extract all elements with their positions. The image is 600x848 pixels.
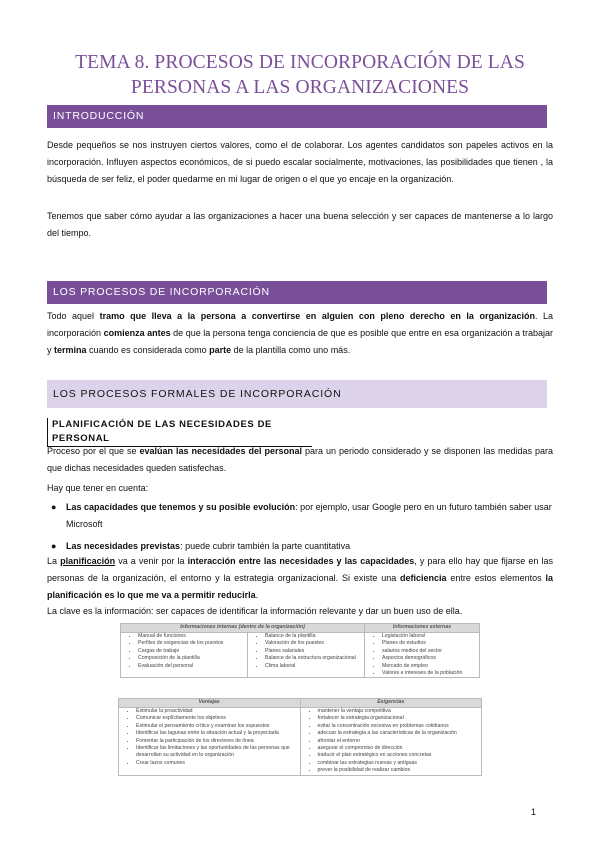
list-item: • fortalecer la estrategia organizacional xyxy=(318,715,479,722)
planificacion-paragraph-3: La planificación va a venir por la interacción entre las necesidades y las capacidades, y para ello hay que fijarse en las personas de la organización, el entorno y la estrategia organizacional. Si existe una deficiencia entre estos elementos la planificación es lo que me va a permitir reducirla. xyxy=(47,556,553,600)
list-item: • Cargas de trabajo xyxy=(138,648,244,655)
list-item: • Comunicar explícitamente los objetivos xyxy=(136,715,297,722)
list-item: • Balance de la estructura organizacional xyxy=(265,655,361,662)
list-item: • Valoración de los puestes xyxy=(265,640,361,647)
list-item: ● Las necesidades previstas: puede cubrir también la parte cuantitativa xyxy=(47,538,553,555)
list-item: • combinar las estrategias nuevas y antiguas xyxy=(318,760,479,767)
list-item: • Perfiles de exigencias de los puestos xyxy=(138,640,244,647)
section-banner-introduccion: INTRODUCCIÓN xyxy=(47,105,547,128)
list-item: • Aspectos demográficos xyxy=(382,655,476,662)
table-header-ventajas: Ventajas xyxy=(119,699,301,708)
procesos-paragraph: Todo aquel tramo que lleva a la persona a convertirse en alguien con pleno derecho en la organización. La incorporación comienza antes de que la persona tenga conciencia de que es posible que entre en esa organización a trabajar y termina cuando es considerada como parte de la plantilla como uno más. xyxy=(47,311,553,355)
table-cell xyxy=(300,708,482,776)
table-header-external: Informaciones externas xyxy=(365,624,480,633)
table-cell xyxy=(121,633,248,678)
subsection-heading-planificacion: PLANIFICACIÓN DE LAS NECESIDADES DE PERSONAL xyxy=(47,418,312,447)
table-header-internal: Informaciones internas (dentro de la organización) xyxy=(121,624,365,633)
list-item: ● Las capacidades que tenemos y su posible evolución: por ejemplo, usar Google pero en un futuro también saber usar Microsoft xyxy=(47,499,553,533)
section-banner-procesos: LOS PROCESOS DE INCORPORACIÓN xyxy=(47,281,547,304)
list-item: • Identificar las limitaciones y las oportunidades de las personas que desarrollan su actividad en la organización xyxy=(136,745,297,760)
bullet-list xyxy=(47,499,553,560)
intro-paragraph-1: Desde pequeños se nos instruyen ciertos valores, como el de colaborar. Los agentes candidatos son papeles activos en la incorporación. Influyen aspectos económicos, de si puedo escalar socialmente, motivaciones, las posibilidades que tienen , la búsqueda de ser feliz, el poder quedarme en mi lugar de origen o el que yo encaje en la organización. xyxy=(47,140,553,184)
table-cell xyxy=(365,633,480,678)
table-cell xyxy=(248,633,365,678)
bullet-icon: ● xyxy=(51,541,57,551)
list-item: • mantener la ventaja competitiva xyxy=(318,708,479,715)
list-item: • Valores e intereses de la población xyxy=(382,670,476,677)
table-cell xyxy=(119,708,301,776)
list-item: • Manual de funciones xyxy=(138,633,244,640)
list-item: • asegurar el compromiso de dirección xyxy=(318,745,479,752)
list-item: • Planes de estudios xyxy=(382,640,476,647)
list-item: • prever la posibilidad de realizar cambios xyxy=(318,767,479,774)
list-item: • Planes salariales xyxy=(265,648,361,655)
list-item: • traducir el plan estratégico en acciones concretas xyxy=(318,752,479,759)
advantages-requirements-table xyxy=(118,698,482,776)
planificacion-paragraph-4: La clave es la información: ser capaces de identificar la información relevante y dar un buen uso de ella. xyxy=(47,606,463,616)
information-sources-table xyxy=(120,623,480,678)
list-item: • Estimular la proactividad xyxy=(136,708,297,715)
list-item: • Identificar las lagunas entre la situación actual y la proyectada xyxy=(136,730,297,737)
section-banner-procesos-formales: LOS PROCESOS FORMALES DE INCORPORACIÓN xyxy=(47,380,547,408)
list-item: • afrontar el entorno xyxy=(318,738,479,745)
table-header-exigencias: Exigencias xyxy=(300,699,482,708)
planificacion-paragraph-2: Hay que tener en cuenta: xyxy=(47,483,149,493)
planificacion-paragraph-1: Proceso por el que se evalúan las necesidades del personal para un periodo considerado y se disponen las medidas para que dichas necesidades queden satisfechas. xyxy=(47,446,553,473)
bullet-icon: ● xyxy=(51,502,57,512)
list-item: • Legislación laboral xyxy=(382,633,476,640)
list-item: • Balance de la plantilla xyxy=(265,633,361,640)
intro-paragraph-2: Tenemos que saber cómo ayudar a las organizaciones a hacer una buena selección y ser capaces de mantenerse a lo largo del tiempo. xyxy=(47,211,553,238)
list-item: • Composición de la plantilla xyxy=(138,655,244,662)
list-item: • salarios medios del sector xyxy=(382,648,476,655)
list-item: • Crear lazos comunes xyxy=(136,760,297,767)
list-item: • Fomentar la participación de los directores de línea xyxy=(136,738,297,745)
page-title: TEMA 8. PROCESOS DE INCORPORACIÓN DE LAS PERSONAS A LAS ORGANIZACIONES xyxy=(75,52,525,98)
list-item: • Clima laboral xyxy=(265,663,361,670)
list-item: • adecuar la estrategia a las características de la organización xyxy=(318,730,479,737)
list-item: • Mercado de empleo xyxy=(382,663,476,670)
page-number: 1 xyxy=(531,807,537,817)
list-item: • Estimular el pensamiento crítico y examinar los supuestos xyxy=(136,723,297,730)
list-item: • Evaluación del personal xyxy=(138,663,244,670)
list-item: • evitar la concentración excesiva en problemas cotidianos xyxy=(318,723,479,730)
